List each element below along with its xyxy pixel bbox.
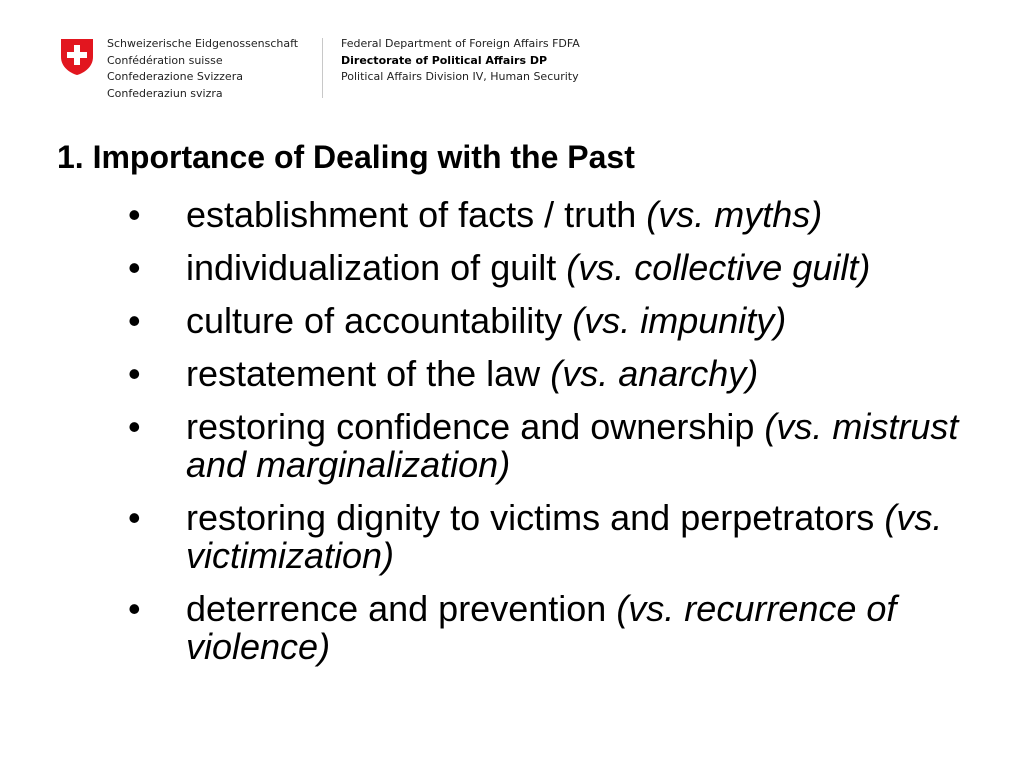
bullet-marker: • bbox=[128, 353, 141, 394]
bullet-marker: • bbox=[128, 247, 141, 288]
name-romansh: Confederaziun svizra bbox=[107, 86, 223, 100]
bullet-main-text: restoring dignity to victims and perpetrators bbox=[186, 497, 875, 538]
bullet-main-text: culture of accountability bbox=[186, 300, 563, 341]
bullet-marker: • bbox=[128, 300, 141, 341]
bullet-item-deterrence bbox=[124, 590, 1004, 666]
bullet-marker: • bbox=[128, 588, 141, 629]
slide-title: 1. Importance of Dealing with the Past bbox=[57, 139, 635, 175]
directorate-name: Directorate of Political Affairs DP bbox=[341, 53, 548, 67]
name-italian: Confederazione Svizzera bbox=[107, 70, 243, 83]
bullet-item-law bbox=[124, 355, 1004, 393]
bullet-item-confidence bbox=[124, 408, 1004, 484]
bullet-contrast-text: (vs. victimization) bbox=[186, 497, 943, 576]
bullet-marker: • bbox=[128, 194, 141, 235]
bullet-main-text: individualization of guilt bbox=[186, 247, 557, 288]
bullet-contrast-text: (vs. impunity) bbox=[572, 300, 787, 341]
bullet-list bbox=[124, 196, 1004, 681]
bullet-marker: • bbox=[128, 406, 141, 447]
swiss-coat-of-arms-icon bbox=[60, 38, 94, 76]
bullet-main-text: restoring confidence and ownership bbox=[186, 406, 755, 447]
division-name: Political Affairs Division IV, Human Security bbox=[341, 70, 579, 83]
bullet-item-guilt bbox=[124, 249, 1004, 287]
bullet-contrast-text: (vs. collective guilt) bbox=[566, 247, 871, 288]
bullet-contrast-text: (vs. mistrust and marginalization) bbox=[186, 406, 959, 485]
confederation-names bbox=[107, 36, 347, 102]
department-info bbox=[341, 36, 580, 86]
name-german: Schweizerische Eidgenossenschaft bbox=[107, 37, 299, 50]
name-french: Confédération suisse bbox=[107, 53, 223, 67]
bullet-marker: • bbox=[128, 497, 141, 538]
bullet-item-facts bbox=[124, 196, 1004, 234]
header-divider bbox=[322, 38, 323, 98]
bullet-contrast-text: (vs. myths) bbox=[646, 194, 823, 235]
bullet-item-dignity bbox=[124, 499, 1004, 575]
department-name: Federal Department of Foreign Affairs FDFA bbox=[341, 37, 580, 50]
bullet-contrast-text: (vs. recurrence of violence) bbox=[186, 588, 897, 667]
bullet-contrast-text: (vs. anarchy) bbox=[550, 353, 759, 394]
bullet-item-accountability bbox=[124, 302, 1004, 340]
bullet-main-text: restatement of the law bbox=[186, 353, 541, 394]
bullet-main-text: establishment of facts / truth bbox=[186, 194, 637, 235]
bullet-main-text: deterrence and prevention bbox=[186, 588, 607, 629]
